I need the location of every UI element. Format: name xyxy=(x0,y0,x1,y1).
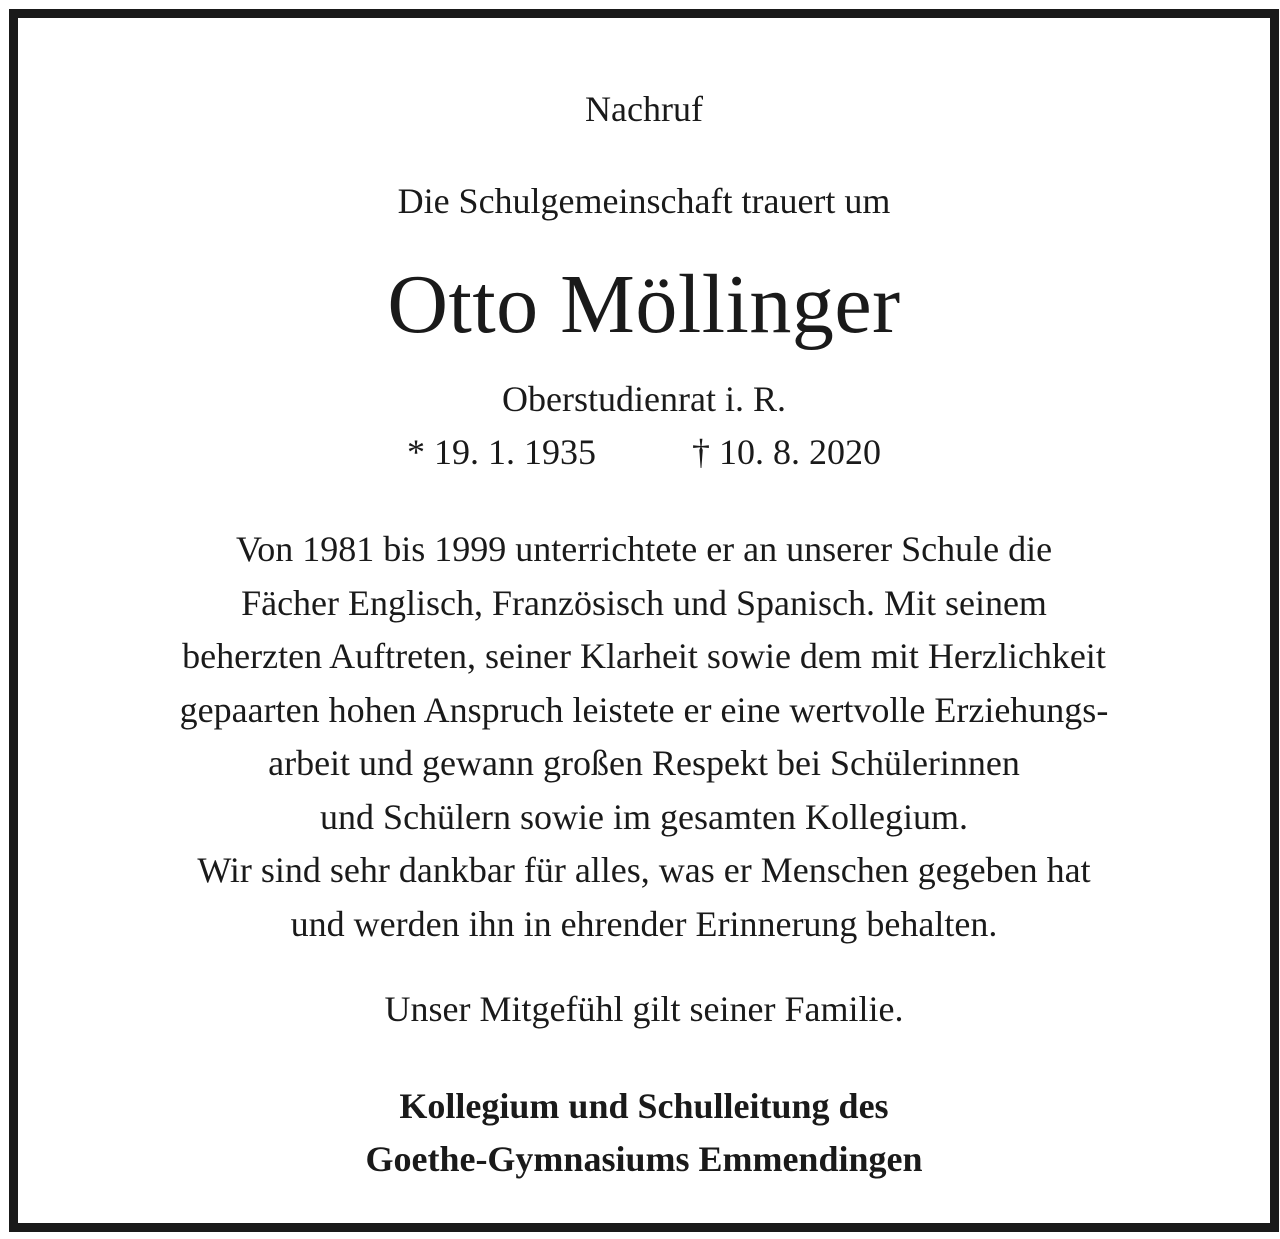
notice-heading: Nachruf xyxy=(585,89,703,129)
body-line: arbeit und gewann großen Respekt bei Schülerinnen xyxy=(268,743,1020,783)
signature-line: Kollegium und Schulleitung des xyxy=(399,1086,889,1126)
body-line: Fächer Englisch, Französisch und Spanisch. Mit seinem xyxy=(241,582,1047,623)
body-line: gepaarten hohen Anspruch leistete er eine wertvolle Erziehungs- xyxy=(179,689,1109,730)
death-date: † 10. 8. 2020 xyxy=(692,432,881,472)
body-line: Wir sind sehr dankbar für alles, was er Menschen gegeben hat xyxy=(197,850,1091,890)
life-dates xyxy=(18,431,1270,473)
obituary-body xyxy=(18,523,1270,951)
deceased-name: Otto Möllinger xyxy=(387,258,901,351)
obituary-notice xyxy=(18,18,1270,1223)
intro-line: Die Schulgemeinschaft trauert um xyxy=(397,181,891,221)
signature-line: Goethe-Gymnasiums Emmendingen xyxy=(365,1139,923,1179)
body-line: und Schülern sowie im gesamten Kollegium. xyxy=(320,796,968,837)
body-line: und werden ihn in ehrender Erinnerung behalten. xyxy=(290,903,998,944)
signature-block xyxy=(18,1080,1270,1186)
deceased-title: Oberstudienrat i. R. xyxy=(502,379,786,419)
condolence-line: Unser Mitgefühl gilt seiner Familie. xyxy=(384,989,904,1029)
notice-border xyxy=(9,9,1279,1232)
body-line: Von 1981 bis 1999 unterrichtete er an unserer Schule die xyxy=(235,529,1053,569)
birth-date: * 19. 1. 1935 xyxy=(407,432,596,472)
body-line: beherzten Auftreten, seiner Klarheit sowie dem mit Herzlichkeit xyxy=(182,636,1106,676)
